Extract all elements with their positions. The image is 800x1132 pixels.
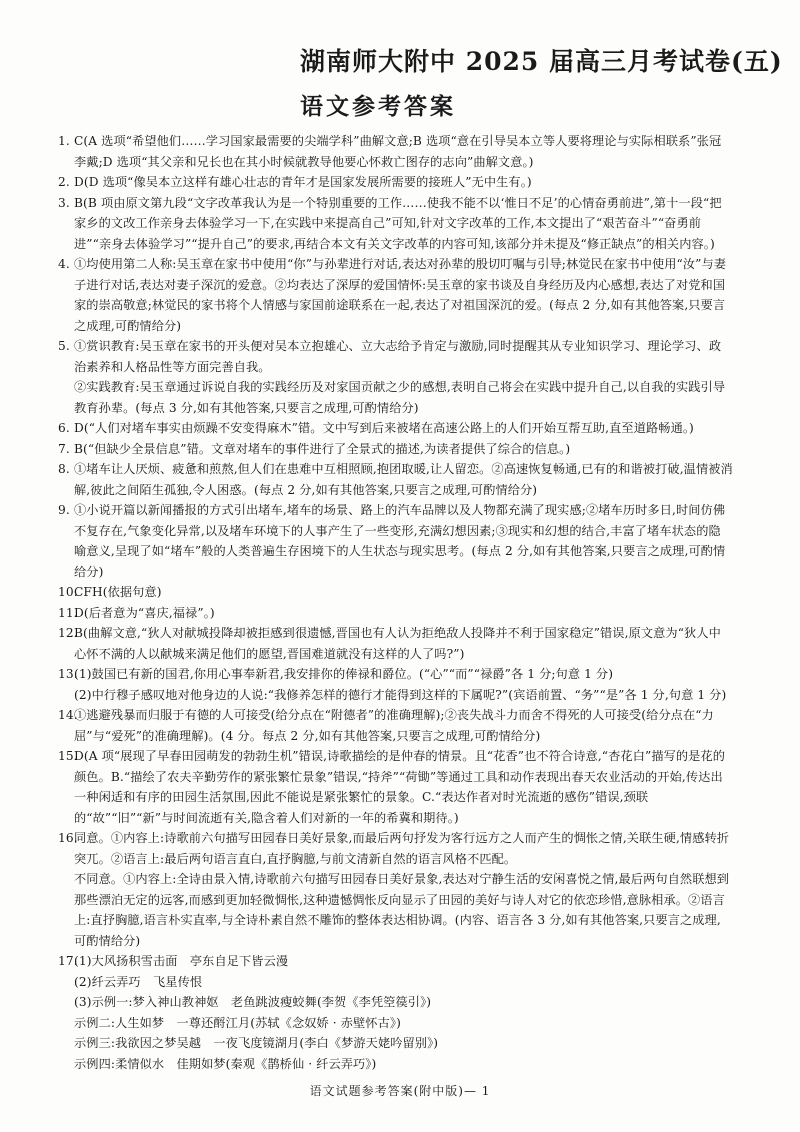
answer-item — [58, 418, 733, 439]
answer-number: 16. — [58, 831, 78, 845]
answer-paragraph: (2)中行穆子感叹地对他身边的人说:“我修养怎样的德行才能得到这样的下属呢?”(宾语前置、“务”“是”各 1 分,句意 1 分) — [74, 687, 727, 702]
answer-number: 2. — [58, 175, 70, 189]
answer-item — [58, 336, 733, 418]
answer-number: 3. — [58, 195, 70, 210]
answer-item — [58, 705, 733, 746]
answer-paragraph: 同意。①内容上:诗歌前六句描写田园春日美好景象,而最后两句抒发为客行远方之人而产生的惆怅之情,关联生硬,情感转折突兀。②语言上:最后两句语言直白,直抒胸臆,与前文清新自然的语言风格不匹配。 — [74, 831, 730, 866]
answer-item — [58, 603, 733, 624]
answer-paragraph: (3)示例一:梦入神山教神妪 老鱼跳波瘦蛟舞(李贺《李凭箜篌引》) — [74, 995, 432, 1009]
answer-paragraph: C(A 选项“希望他们……学习国家最需要的尖端学科”曲解文意;B 选项“意在引导吴本立等人要将理论与实际相联系”张冠李戴;D 选项“其父亲和兄长也在其小时候就教导他要心怀救亡图存的志向”曲解文意。) — [74, 134, 722, 169]
answer-list — [58, 131, 733, 1074]
answer-paragraph: 示例四:柔情似水 佳期如梦(秦观《鹊桥仙 · 纤云弄巧》) — [74, 1056, 377, 1071]
answer-number: 17. — [58, 954, 78, 968]
answer-item — [58, 193, 733, 255]
answer-item — [58, 951, 733, 1074]
answer-paragraph: ①赏识教育:吴玉章在家书的开头便对吴本立抱雄心、立大志给予肯定与激励,同时提醒其从专业知识学习、理论学习、政治素养和人格品性等方面完善自我。 — [74, 339, 722, 374]
answer-item — [58, 828, 733, 951]
answer-item — [58, 459, 733, 500]
answer-number: 7. — [58, 441, 70, 456]
answer-number: 1. — [58, 134, 70, 148]
answer-paragraph: ①小说开篇以新闻播报的方式引出堵车,堵车的场景、路上的汽车品牌以及人物都充满了现实感;②堵车历时多日,时间仿佛不复存在,气象变化异常,以及堵车环境下的人事产生了一些变形,充满幻想因素;③现实和幻想的结合,丰富了堵车状态的隐喻意义,呈现了如“堵车”般的人类普遍生存困境下的人生状态与现实思考。(每点 2 分,如有其他答案,只要言之成理,可酌情给分) — [74, 503, 726, 579]
answer-number: 15. — [58, 749, 78, 763]
answer-paragraph: 示例二:人生如梦 一尊还酹江月(苏轼《念奴娇 · 赤壁怀古》) — [74, 1015, 401, 1030]
answer-paragraph: B(“但缺少全景信息”错。文章对堵车的事件进行了全景式的描述,为读者提供了综合的信息。) — [74, 441, 571, 456]
answer-number: 4. — [58, 257, 70, 271]
page-footer: 语文试题参考答案(附中版)— 1 — [309, 1084, 491, 1098]
answer-paragraph: ①均使用第二人称:吴玉章在家书中使用“你”与孙辈进行对话,表达对孙辈的殷切叮嘱与引导;林觉民在家书中使用“汝”与妻子进行对话,表达对妻子深沉的爱意。②均表达了深厚的爱国情怀:吴玉章的家书谈及自身经历及内心感想,表达了对党和国家的崇高敬意;林觉民的家书将个人情感与家国前途联系在一起,表达了对祖国深沉的爱。(每点 2 分,如有其他答案,只要言之成理,可酌情给分) — [74, 257, 727, 333]
answer-paragraph: (2)纤云弄巧 飞星传恨 — [74, 974, 203, 989]
answer-paragraph: 示例三:我欲因之梦吴越 一夜飞度镜湖月(李白《梦游天姥吟留别》) — [74, 1036, 439, 1050]
answer-number: 13. — [58, 667, 78, 681]
answer-paragraph: B(曲解文意,“狄人对献城投降却被拒感到很遗憾,晋国也有人认为拒绝敌人投降并不利于国家稳定”错误,原文意为“狄人中心怀不满的人以献城来满足他们的愿望,晋国难道就没有这样的人了吗?”) — [74, 626, 721, 661]
answer-item — [58, 439, 733, 460]
answer-item — [58, 664, 733, 705]
answer-paragraph: CFH(依据句意) — [74, 585, 162, 599]
answer-item — [58, 582, 733, 603]
answer-paragraph: 不同意。①内容上:全诗由景入情,诗歌前六句描写田园春日美好景象,表达对宁静生活的安闲喜悦之情,最后两句自然联想到那些漂泊无定的远客,而感到更加轻微惆怅,这种遗憾惆怅反向显示了田园的美好与诗人对它的依恋珍惜,意脉相承。②语言上:直抒胸臆,语言朴实直率,与全诗朴素自然不雕饰的整体表达相协调。(内容、语言各 3 分,如有其他答案,只要言之成理,可酌情给分) — [74, 872, 730, 948]
answer-number: 11. — [58, 605, 78, 620]
answer-item — [58, 500, 733, 582]
answer-paragraph: D(后者意为“喜庆,福禄”。) — [74, 605, 215, 620]
answer-item — [58, 746, 733, 828]
answer-paragraph: ②实践教育:吴玉章通过诉说自我的实践经历及对家国贡献之少的感想,表明自己将会在实践中提升自己,以自我的实践引导教育孙辈。(每点 3 分,如有其他答案,只要言之成理,可酌情给分) — [74, 380, 726, 415]
answer-number: 5. — [58, 339, 70, 353]
answer-paragraph: ①堵车让人厌烦、疲惫和煎熬,但人们在患难中互相照顾,抱团取暖,让人留恋。②高速恢复畅通,已有的和谐被打破,温情被消解,彼此之间陌生孤独,令人困惑。(每点 2 分,如有其他答案,只要言之成理,可酌情给分) — [74, 462, 733, 497]
answer-paragraph: ①逃避残暴而归服于有德的人可接受(给分点在“附德者”的准确理解);②丧失战斗力而舍不得死的人可接受(给分点在“力屈”与“爱死”的准确理解)。(4 分。每点 2 分,如有其他答案,只要言之成理,可酌情给分) — [74, 708, 714, 743]
answer-paragraph: B(B 项由原文第九段“文字改革我认为是一个特别重要的工作……使我不能不以‘惟日不足’的心情奋勇前进”,第十一段“把家乡的文改工作亲身去体验学习一下,在实践中来提高自己”可知,针对文字改革的工作,本文提出了“艰苦奋斗”“奋勇前进”“亲身去体验学习”“提升自己”的要求,再结合本文有关文字改革的内容可知,该部分并未提及“修正缺点”的相关内容。) — [74, 195, 722, 251]
answer-item — [58, 254, 733, 336]
answer-number: 10. — [58, 585, 78, 599]
page-title: 湖南师大附中 2025 届高三月考试卷(五) — [300, 47, 783, 76]
answer-number: 14. — [58, 708, 78, 722]
answer-paragraph: (1)大风扬积雪击面 亭东自足下皆云漫 — [74, 954, 289, 968]
answer-item — [58, 172, 733, 193]
answer-number: 8. — [58, 462, 70, 476]
answer-paragraph: D(A 项“展现了早春田园萌发的勃勃生机”错误,诗歌描绘的是仲春的情景。且“花香”也不符合诗意,“杏花白”描写的是花的颜色。B.“描绘了农夫辛勤劳作的紧张繁忙景象”错误,“持斧”“荷锄”等通过工具和动作表现出春天农业活动的开始,传达出一种闲适和有序的田园生活氛围,因此不能说是紧张繁忙的景象。C.“表达作者对时光流逝的感伤”错误,颈联的“故”“旧”“新”与时间流逝有关,隐含着人们对新的一年的希冀和期待。) — [74, 749, 726, 825]
answer-number: 12. — [58, 626, 78, 640]
answer-number: 6. — [58, 421, 70, 435]
answer-item — [58, 623, 733, 664]
page-subtitle: 语文参考答案 — [300, 93, 456, 120]
answer-paragraph: D(“人们对堵车事实由烦躁不安变得麻木”错。文中写到后来被堵在高速公路上的人们开始互帮互助,直至道路畅通。) — [74, 421, 694, 435]
answer-item — [58, 131, 733, 172]
answer-paragraph: D(D 选项“像吴本立这样有雄心壮志的青年才是国家发展所需要的接班人”无中生有。) — [74, 175, 532, 189]
answer-paragraph: (1)鼓国已有新的国君,你用心事奉新君,我安排你的俸禄和爵位。(“心”“而”“禄爵”各 1 分;句意 1 分) — [74, 667, 614, 681]
answer-number: 9. — [58, 503, 70, 517]
